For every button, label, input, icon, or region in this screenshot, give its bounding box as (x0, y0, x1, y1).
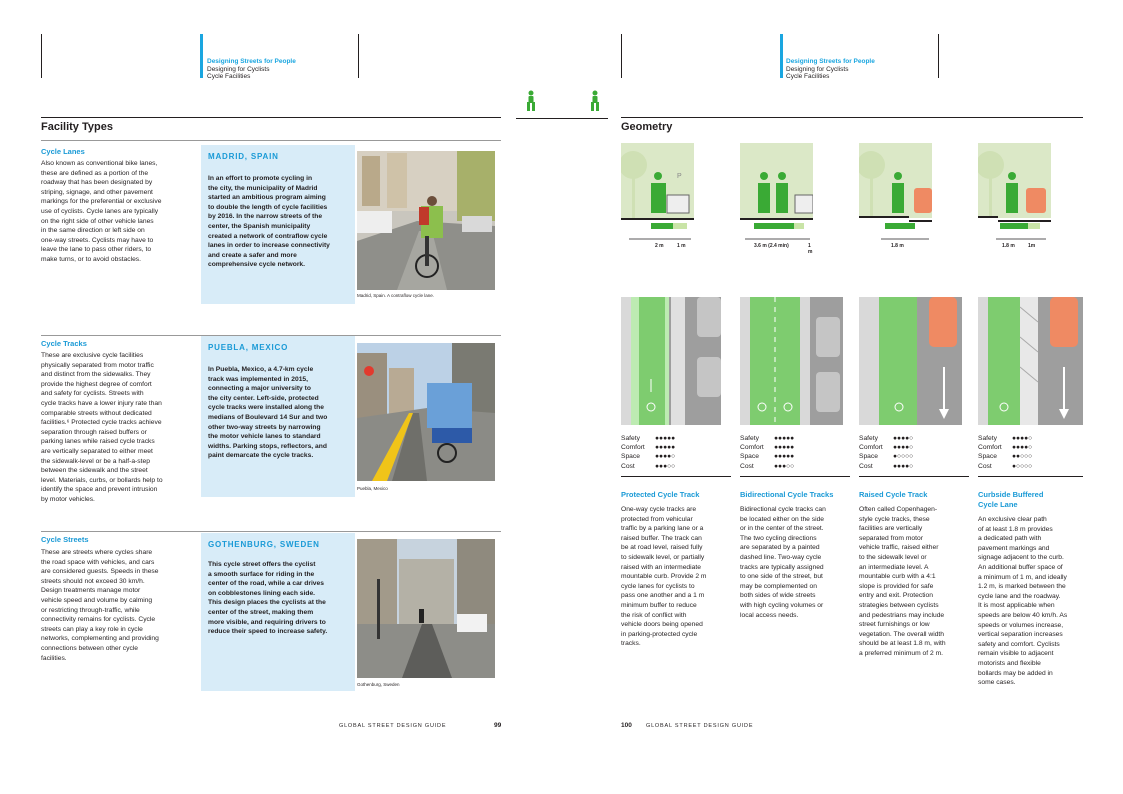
photo-puebla (357, 343, 495, 481)
case-study-text: In an effort to promote cycling in the city, the municipality of Madrid started an ambitious program aiming to double the length of cycle facilities by 2016. In the narrow streets of the center, the Spanish municipality created a network of contraflow cycle lanes in order to increase connectivity and create a safer and more comprehensive cycle network. (208, 175, 330, 269)
running-head: Designing Streets for People Designing for Cyclists Cycle Facilities (786, 58, 875, 81)
facility-column: 1.8 m (859, 143, 932, 278)
plan-diagram (978, 297, 1083, 425)
frame-line (41, 34, 42, 78)
facility-name: Bidirectional Cycle Tracks (740, 490, 834, 499)
facility-name: Curbside Buffered Cycle Lane (978, 490, 1044, 509)
svg-text:P: P (677, 173, 682, 180)
facility-body: One-way cycle tracks are protected from vehicular traffic by a parking lane or a raised buffer. The track can be at road level, raised fully to sidewalk level, or partially raised with an intermediate mountable curb. Provide 2 m cycle lanes for cyclists to pass one another and a 1 m minimum buffer to reduce the risk of conflict with vehicle doors being opened in parking-protected cycle tracks. (621, 506, 707, 648)
page-number: 99 (494, 722, 502, 729)
title-rule (41, 117, 501, 118)
page-number: 100 (621, 722, 632, 729)
section-body: These are exclusive cycle facilities physically separated from motor traffic and distinct from the sidewalks. They provide the highest degree of comfort and safety for cyclists. Streets with cycle tracks have a lower injury rate than comparable streets without dedicated facilities.⁶ Protected cycle tracks achieve separation through raised buffers or parking lanes while raised cycle tracks are vertically separated to either meet the sidewalk-level or be a half-a-step between the sidewalk and the street level. Materials, curbs, or bollards help to identify the space and prevent intrusion by motor vehicles. (41, 352, 163, 503)
ratings: Safety ●●●●● Comfort ●●●●● Space ●●●●○ Cost ●●●○○ (621, 435, 676, 470)
section-heading: Cycle Lanes (41, 147, 85, 156)
ratings: Safety ●●●●● Comfort ●●●●● Space ●●●●● Cost ●●●○○ (740, 435, 795, 470)
case-study-text: This cycle street offers the cyclist a smooth surface for riding in the center of the road, while a car drives on cobblestones lining each side. This design places the cyclists at the center of the street, making them more visible, and requiring drivers to reduce their speed to increase safety. (208, 561, 328, 636)
section-heading: Cycle Streets (41, 535, 89, 544)
frame-line (358, 34, 359, 78)
title-rule (621, 117, 1083, 118)
photo-caption: Puebla, Mexico (357, 486, 388, 491)
footer-title: GLOBAL STREET DESIGN GUIDE (339, 723, 447, 729)
section-diagram (859, 143, 932, 273)
ratings: Safety ●●●●○ Comfort ●●●●○ Space ●○○○○ Cost ●●●●○ (859, 435, 914, 470)
case-study-title: GOTHENBURG, SWEDEN (208, 540, 320, 549)
frame-line (938, 34, 939, 78)
plan-diagram (859, 297, 962, 425)
plan-diagram (740, 297, 843, 425)
section-diagram (978, 143, 1051, 273)
facility-body: Often called Copenhagen- style cycle tracks, these facilities are vertically separated from motor vehicle traffic, raised either to the sidewalk level or an intermediate level. A mountable curb with a 4:1 slope is provided for safe entry and exit. Protection strategies between cyclists and pedestrians may include street furnishings or low vegetation. The overall width should be at least 1.8 m, with a preferred minimum of 2 m. (859, 506, 946, 657)
facility-body: An exclusive clear path of at least 1.8 m provides a dedicated path with pavement markings and signage adjacent to the curb. An additional buffer space of a minimum of 1 m, and ideally 1.2 m, is marked between the cycle lane and the roadway. It is most applicable when speeds are below 40 km/h. As speeds or volumes increase, vertical separation increases safety and comfort. Cyclists remain visible to adjacent motorists and flexible bollards may be added in some cases. (978, 516, 1068, 687)
case-study-text: In Puebla, Mexico, a 4.7-km cycle track was implemented in 2015, connecting a major university to the city center. Left-side, protected cycle tracks were installed along the medians of Boulevard 14 Sur and two other two-way streets by narrowing the motor vehicle lanes to standard widths. Parking stops, reflectors, and paint demarcate the cycle tracks. (208, 366, 328, 460)
plan-diagram (621, 297, 721, 425)
photo-gothenburg (357, 539, 495, 678)
section-body: These are streets where cycles share the road space with vehicles, and cars are considered guests. Speeds in these streets should not exceed 30 km/h. Design treatments manage motor vehicle speed and volume by calming or restricting through-traffic, while connectivity remains for cyclists. Cycle streets can play a key role in cycle networks, complementing and providing connections between other cycle facilities. (41, 549, 159, 662)
facility-column: P 2 m 1 m (621, 143, 694, 278)
column-rule (740, 476, 850, 477)
column-rule (621, 476, 731, 477)
cyclist-icons (522, 90, 607, 112)
section-body: Also known as conventional bike lanes, these are defined as a portion of the roadway that has been designated by striping, signage, and other pavement markings for the preferential or exclusive use of cyclists. Cycle lanes are typically on the right side of other vehicle lanes in the same direction or left side on one-way streets. Cyclists may have to leave the lane to pass other riders, to make turns, or to avoid obstacles. (41, 160, 162, 263)
photo-caption: Gothenburg, Sweden (357, 682, 400, 687)
section-diagram (740, 143, 813, 273)
facility-body: Bidirectional cycle tracks can be located either on the side or in the center of the street. The two cycling directions are separated by a painted dashed line. Two-way cycle tracks are typically assigned to one side of the street, but may be complemented on both sides of wide streets with high cycling volumes or local access needs. (740, 506, 826, 619)
column-rule (859, 476, 969, 477)
case-study-title: MADRID, SPAIN (208, 152, 279, 161)
page-title: Facility Types (41, 121, 113, 133)
frame-line (621, 34, 622, 78)
footer-title: GLOBAL STREET DESIGN GUIDE (646, 723, 754, 729)
section-rule (41, 531, 501, 532)
facility-name: Raised Cycle Track (859, 490, 928, 499)
section-rule (41, 140, 501, 141)
facility-name: Protected Cycle Track (621, 490, 700, 499)
page-title: Geometry (621, 121, 673, 133)
section-heading: Cycle Tracks (41, 339, 87, 348)
column-rule (978, 476, 1083, 477)
facility-column: 1.8 m 1m (978, 143, 1051, 278)
facility-column: 3.6 m (2.4 min) 1 m (740, 143, 813, 278)
section-diagram (621, 143, 694, 273)
case-study-title: PUEBLA, MEXICO (208, 343, 289, 352)
spine-line (516, 118, 608, 119)
ratings: Safety ●●●●○ Comfort ●●●●○ Space ●●○○○ Cost ●○○○○ (978, 435, 1033, 470)
photo-madrid (357, 151, 495, 290)
photo-caption: Madrid, Spain. A contraflow cycle lane. (357, 293, 435, 298)
runhead-bar (780, 34, 783, 78)
runhead-bar (200, 34, 203, 78)
running-head: Designing Streets for People Designing for Cyclists Cycle Facilities (207, 58, 296, 81)
